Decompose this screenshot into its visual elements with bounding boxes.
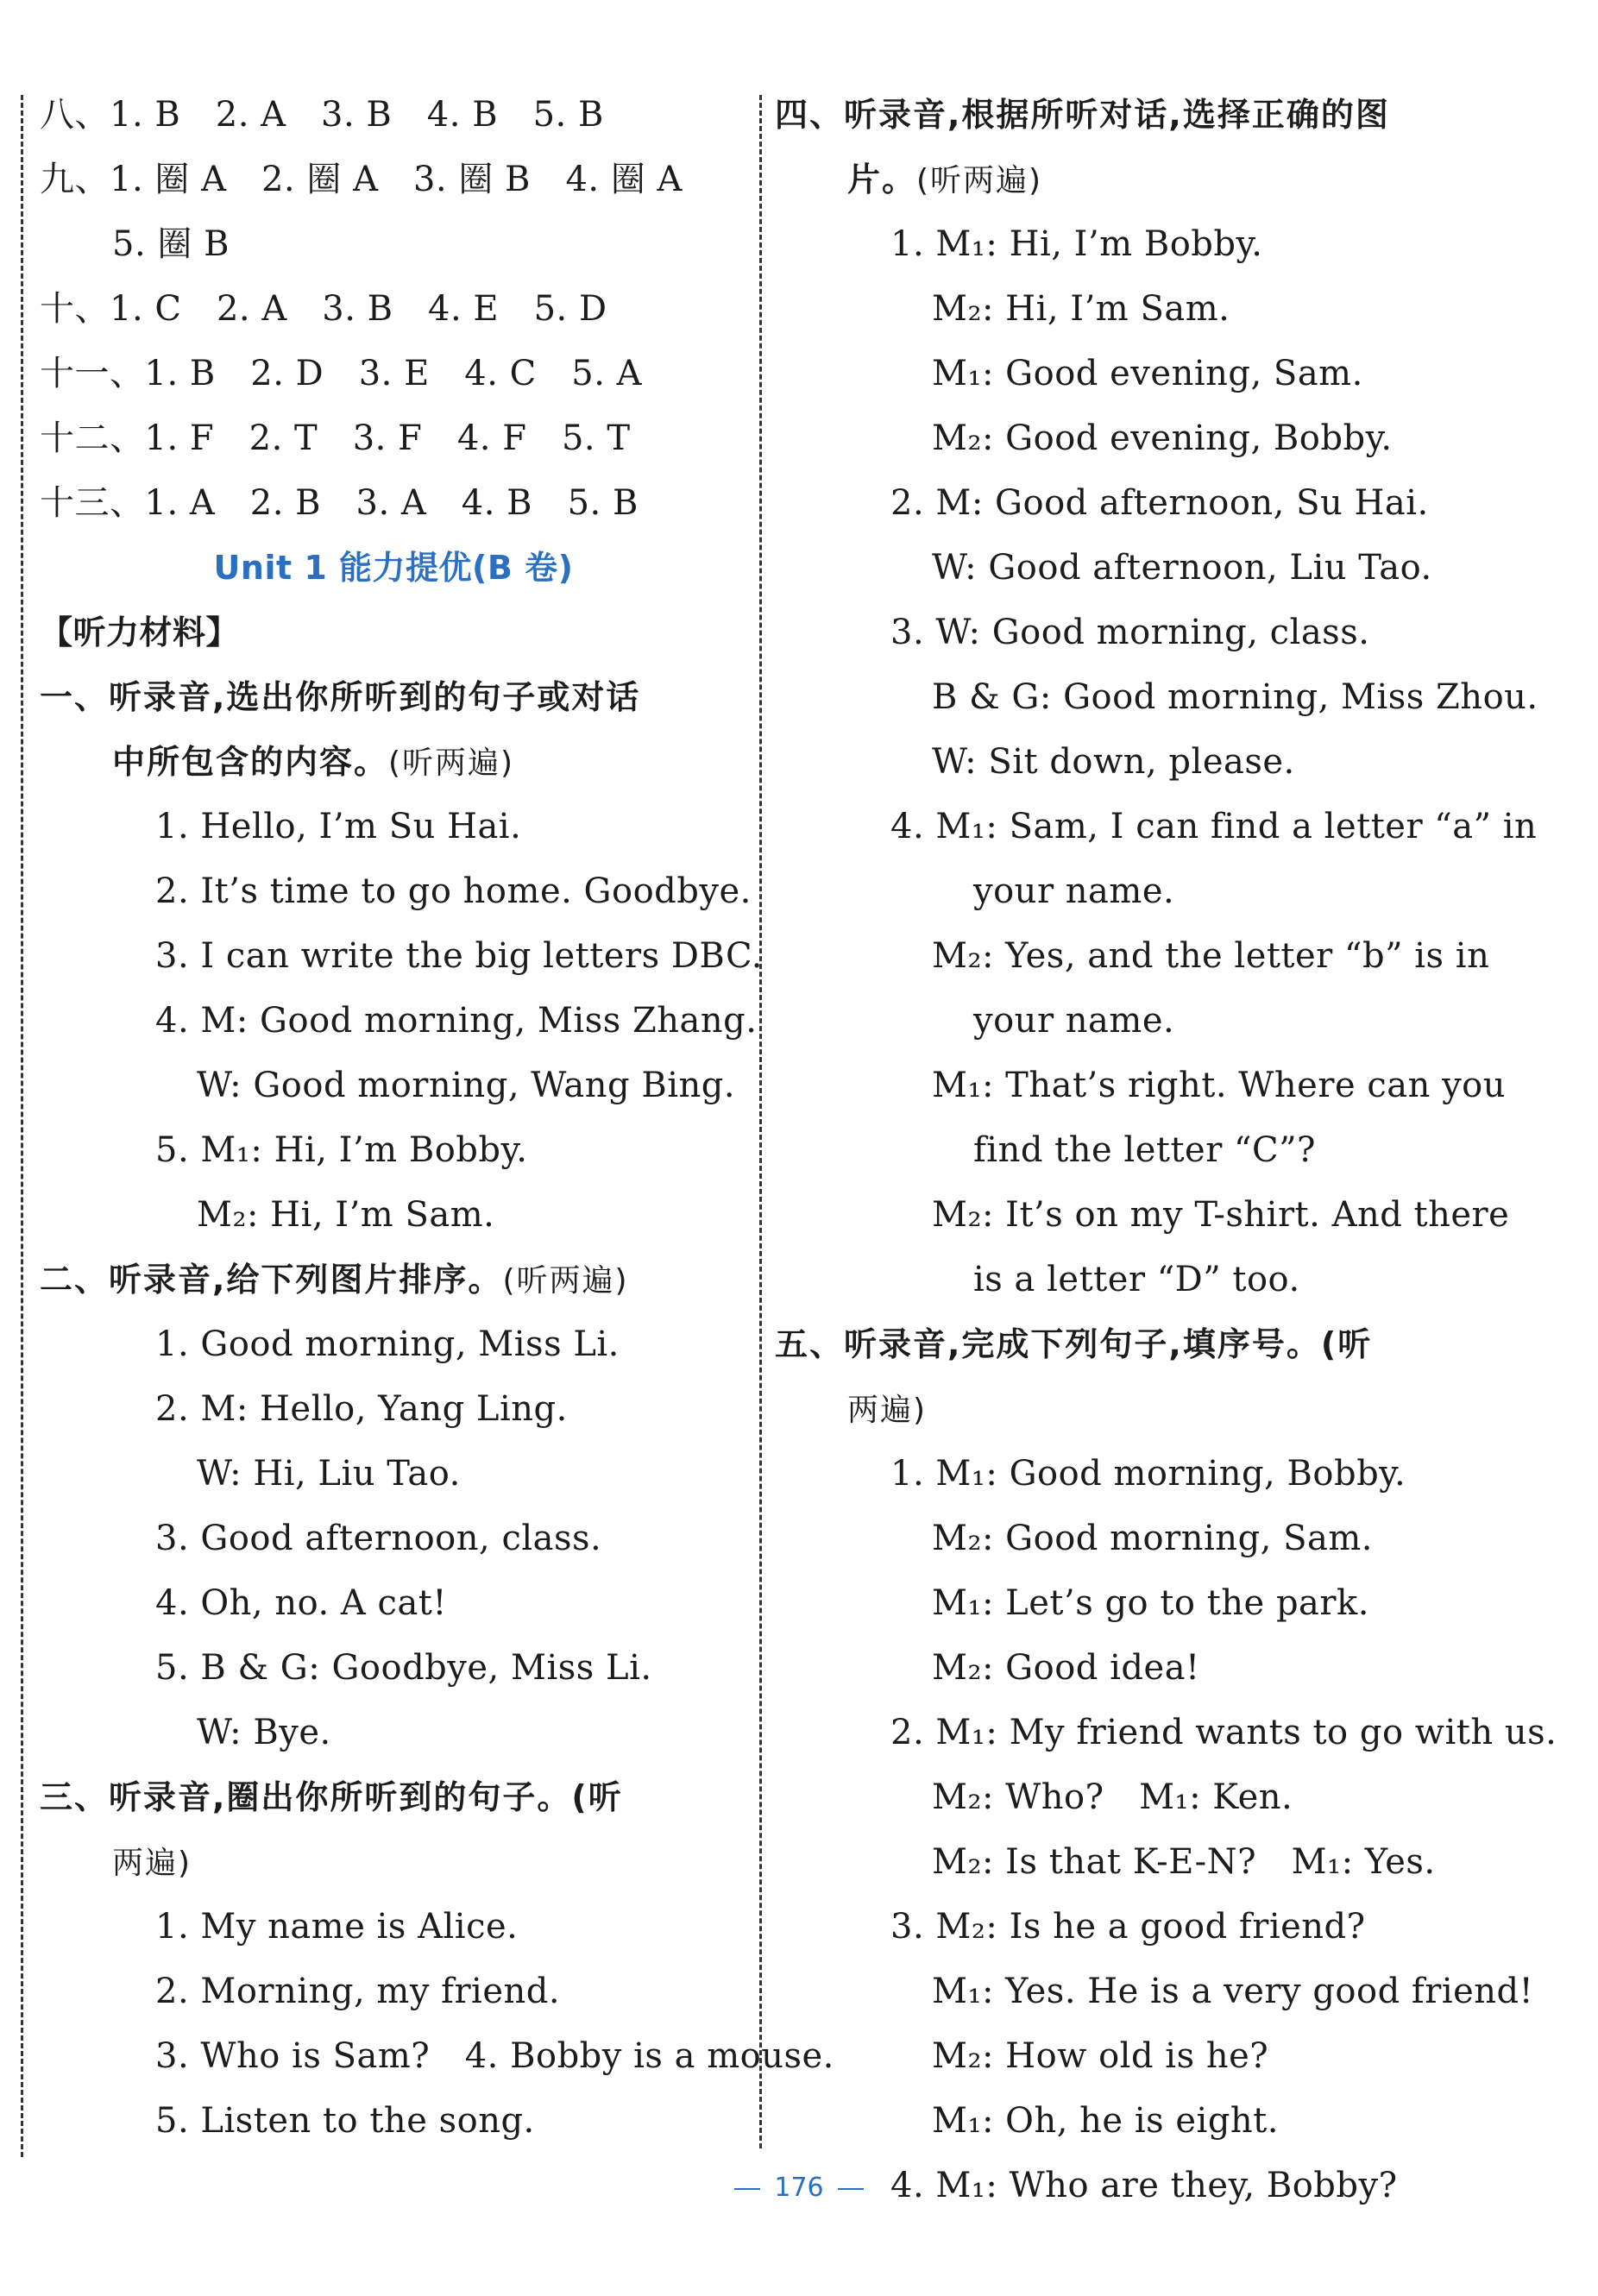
transcript-line: 1. Good morning, Miss Li. — [155, 1324, 620, 1364]
transcript-line: 1. Hello, I’m Su Hai. — [155, 807, 522, 846]
transcript-line: 1. M₁: Good morning, Bobby. — [890, 1454, 1406, 1494]
transcript-line: B & G: Good morning, Miss Zhou. — [932, 677, 1538, 717]
transcript-line: W: Bye. — [197, 1713, 331, 1752]
section-1-title: 一、听录音,选出你所听到的句子或对话 — [40, 678, 641, 716]
answer-line: 十一、1. B 2. D 3. E 4. C 5. A — [40, 354, 643, 393]
transcript-line: 4. M: Good morning, Miss Zhang. — [155, 1001, 758, 1041]
page-footer — [0, 2173, 1598, 2203]
transcript-line: M₁: Let’s go to the park. — [932, 1583, 1369, 1623]
transcript-line: M₂: Is that K-E-N? M₁: Yes. — [932, 1842, 1436, 1882]
transcript-line: M₂: Good evening, Bobby. — [932, 418, 1393, 458]
section-4-title-cont — [775, 148, 1551, 212]
transcript-line: find the letter “C”? — [973, 1130, 1316, 1170]
right-column — [775, 83, 1557, 2218]
transcript-line: M₁: Good evening, Sam. — [932, 354, 1363, 393]
transcript-line: 3. Good afternoon, class. — [155, 1519, 602, 1558]
transcript-line: M₁: Oh, he is eight. — [932, 2101, 1279, 2141]
transcript-line: 2. M₁: My friend wants to go with us. — [890, 1713, 1557, 1752]
listening-material-label: 【听力材料】 — [40, 613, 240, 651]
transcript-line: 2. It’s time to go home. Goodbye. — [155, 871, 752, 911]
transcript-line: M₁: That’s right. Where can you — [932, 1066, 1507, 1105]
section-3-title-cont — [40, 1830, 747, 1895]
transcript-line: 4. Oh, no. A cat! — [155, 1583, 447, 1623]
answer-line: 十、1. C 2. A 3. B 4. E 5. D — [40, 289, 607, 329]
transcript-line: M₂: Good morning, Sam. — [932, 1519, 1373, 1558]
transcript-line: W: Good afternoon, Liu Tao. — [932, 548, 1432, 588]
section-3-title: 三、听录音,圈出你所听到的句子。(听 — [40, 1778, 623, 1816]
transcript-line: W: Sit down, please. — [932, 742, 1295, 782]
footer-dash-left — [734, 2188, 760, 2190]
column-divider — [759, 95, 762, 2148]
transcript-line: M₂: Who? M₁: Ken. — [932, 1777, 1293, 1817]
transcript-line: 2. M: Good afternoon, Su Hai. — [890, 483, 1429, 523]
transcript-line: M₂: Hi, I’m Sam. — [932, 289, 1230, 329]
section-1-title-cont-text: 中所包含的内容。 — [112, 743, 389, 781]
transcript-line: M₂: It’s on my T-shirt. And there — [932, 1195, 1510, 1235]
answer-line: 九、1. 圈 A 2. 圈 A 3. 圈 B 4. 圈 A — [40, 160, 683, 199]
section-4-note: (听两遍) — [916, 163, 1043, 198]
section-2-title — [40, 1248, 747, 1312]
unit-title: Unit 1 能力提优(B 卷) — [213, 549, 574, 587]
section-4-title: 四、听录音,根据所听对话,选择正确的图 — [775, 96, 1390, 134]
transcript-line: 5. Listen to the song. — [155, 2101, 535, 2141]
transcript-line: W: Hi, Liu Tao. — [197, 1454, 461, 1494]
transcript-line: 4. M₁: Who are they, Bobby? — [890, 2166, 1398, 2205]
page-number: 176 — [774, 2173, 824, 2203]
section-2-note: (听两遍) — [502, 1263, 629, 1299]
transcript-line: 3. M₂: Is he a good friend? — [890, 1907, 1366, 1947]
footer-dash-right — [838, 2188, 864, 2190]
transcript-line: W: Good morning, Wang Bing. — [197, 1066, 736, 1105]
section-5-title-cont — [775, 1377, 1551, 1442]
answer-line: 八、1. B 2. A 3. B 4. B 5. B — [40, 95, 604, 135]
transcript-line: 5. B & G: Goodbye, Miss Li. — [155, 1648, 652, 1688]
transcript-line: 1. My name is Alice. — [155, 1907, 519, 1947]
section-5-note: 两遍) — [847, 1393, 928, 1428]
transcript-line: M₂: Good idea! — [932, 1648, 1200, 1688]
transcript-line: M₁: Yes. He is a very good friend! — [932, 1972, 1534, 2011]
transcript-line: is a letter “D” too. — [973, 1260, 1300, 1299]
section-2-title-text: 二、听录音,给下列图片排序。 — [40, 1261, 503, 1299]
page-edge-dashed-line — [21, 95, 23, 2157]
transcript-line: 5. M₁: Hi, I’m Bobby. — [155, 1130, 528, 1170]
transcript-line: your name. — [973, 871, 1175, 911]
transcript-line: 2. M: Hello, Yang Ling. — [155, 1389, 568, 1429]
transcript-line: M₂: How old is he? — [932, 2036, 1269, 2076]
transcript-line: 1. M₁: Hi, I’m Bobby. — [890, 224, 1263, 264]
transcript-line: M₂: Yes, and the letter “b” is in — [932, 936, 1490, 976]
transcript-line: 2. Morning, my friend. — [155, 1972, 561, 2011]
answer-line: 5. 圈 B — [112, 224, 230, 264]
section-3-note: 两遍) — [112, 1846, 192, 1881]
answer-line: 十三、1. A 2. B 3. A 4. B 5. B — [40, 483, 639, 523]
transcript-line: 3. I can write the big letters DBC. — [155, 936, 763, 976]
transcript-line: 3. Who is Sam? 4. Bobby is a mouse. — [155, 2036, 834, 2076]
left-column — [40, 83, 834, 2154]
section-1-title-cont — [40, 730, 747, 795]
answer-line: 十二、1. F 2. T 3. F 4. F 5. T — [40, 418, 631, 458]
section-5-title: 五、听录音,完成下列句子,填序号。(听 — [775, 1325, 1373, 1363]
section-1-note: (听两遍) — [388, 745, 515, 781]
section-4-title-cont-text: 片。 — [847, 160, 917, 198]
transcript-line: M₂: Hi, I’m Sam. — [197, 1195, 495, 1235]
transcript-line: 4. M₁: Sam, I can find a letter “a” in — [890, 807, 1538, 846]
transcript-line: your name. — [973, 1001, 1175, 1041]
transcript-line: 3. W: Good morning, class. — [890, 613, 1370, 652]
